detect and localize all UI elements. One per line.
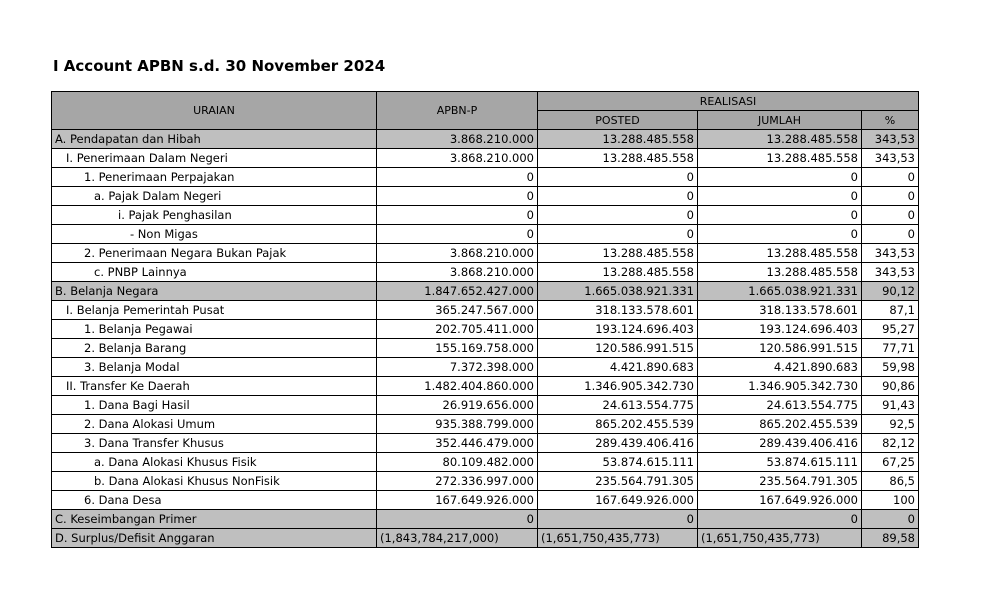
cell-apbn-p: 7.372.398.000 bbox=[377, 358, 538, 377]
cell-jumlah: 53.874.615.111 bbox=[698, 453, 862, 472]
table-row bbox=[52, 263, 919, 282]
cell-apbn-p: 1.847.652.427.000 bbox=[377, 282, 538, 301]
cell-jumlah: 0 bbox=[698, 225, 862, 244]
cell-percent: 67,25 bbox=[862, 453, 919, 472]
cell-percent: 91,43 bbox=[862, 396, 919, 415]
table-row bbox=[52, 225, 919, 244]
row-label: a. Dana Alokasi Khusus Fisik bbox=[52, 453, 377, 472]
header-uraian: URAIAN bbox=[52, 92, 377, 130]
row-label: B. Belanja Negara bbox=[52, 282, 377, 301]
table-row bbox=[52, 339, 919, 358]
cell-jumlah: 1.346.905.342.730 bbox=[698, 377, 862, 396]
apbn-table bbox=[51, 91, 919, 548]
cell-posted: 13.288.485.558 bbox=[538, 130, 698, 149]
row-label: II. Transfer Ke Daerah bbox=[52, 377, 377, 396]
cell-jumlah: 4.421.890.683 bbox=[698, 358, 862, 377]
cell-apbn-p: 0 bbox=[377, 168, 538, 187]
cell-apbn-p: 0 bbox=[377, 510, 538, 529]
cell-posted: 13.288.485.558 bbox=[538, 149, 698, 168]
cell-percent: 343,53 bbox=[862, 149, 919, 168]
table-row bbox=[52, 453, 919, 472]
cell-apbn-p: 0 bbox=[377, 187, 538, 206]
cell-percent: 89,58 bbox=[862, 529, 919, 548]
cell-posted: 0 bbox=[538, 225, 698, 244]
table-row bbox=[52, 510, 919, 529]
row-label: 2. Belanja Barang bbox=[52, 339, 377, 358]
cell-posted: 167.649.926.000 bbox=[538, 491, 698, 510]
table-row bbox=[52, 187, 919, 206]
table-row bbox=[52, 377, 919, 396]
cell-jumlah: 0 bbox=[698, 510, 862, 529]
row-label: - Non Migas bbox=[52, 225, 377, 244]
cell-percent: 90,12 bbox=[862, 282, 919, 301]
row-label: 3. Belanja Modal bbox=[52, 358, 377, 377]
table-row bbox=[52, 168, 919, 187]
header-jumlah: JUMLAH bbox=[698, 111, 862, 130]
cell-jumlah: 0 bbox=[698, 206, 862, 225]
cell-apbn-p: 365.247.567.000 bbox=[377, 301, 538, 320]
cell-percent: 343,53 bbox=[862, 244, 919, 263]
cell-percent: 82,12 bbox=[862, 434, 919, 453]
table-row bbox=[52, 491, 919, 510]
cell-jumlah: 318.133.578.601 bbox=[698, 301, 862, 320]
cell-apbn-p: 202.705.411.000 bbox=[377, 320, 538, 339]
table-row bbox=[52, 396, 919, 415]
table-row bbox=[52, 130, 919, 149]
cell-percent: 100 bbox=[862, 491, 919, 510]
cell-posted: 318.133.578.601 bbox=[538, 301, 698, 320]
cell-percent: 0 bbox=[862, 206, 919, 225]
table-row bbox=[52, 320, 919, 339]
header-percent: % bbox=[862, 111, 919, 130]
cell-apbn-p: 26.919.656.000 bbox=[377, 396, 538, 415]
cell-percent: 343,53 bbox=[862, 263, 919, 282]
cell-apbn-p: 935.388.799.000 bbox=[377, 415, 538, 434]
cell-posted: 13.288.485.558 bbox=[538, 244, 698, 263]
cell-apbn-p: 3.868.210.000 bbox=[377, 244, 538, 263]
cell-jumlah: 235.564.791.305 bbox=[698, 472, 862, 491]
cell-posted: 235.564.791.305 bbox=[538, 472, 698, 491]
header-realisasi: REALISASI bbox=[538, 92, 919, 111]
cell-apbn-p: 352.446.479.000 bbox=[377, 434, 538, 453]
row-label: 2. Penerimaan Negara Bukan Pajak bbox=[52, 244, 377, 263]
cell-percent: 90,86 bbox=[862, 377, 919, 396]
cell-percent: 0 bbox=[862, 225, 919, 244]
cell-posted: 4.421.890.683 bbox=[538, 358, 698, 377]
cell-percent: 0 bbox=[862, 510, 919, 529]
row-label: i. Pajak Penghasilan bbox=[52, 206, 377, 225]
cell-percent: 95,27 bbox=[862, 320, 919, 339]
table-row bbox=[52, 301, 919, 320]
cell-apbn-p: 0 bbox=[377, 206, 538, 225]
cell-jumlah: 1.665.038.921.331 bbox=[698, 282, 862, 301]
cell-posted: 0 bbox=[538, 510, 698, 529]
header-apbn-p: APBN-P bbox=[377, 92, 538, 130]
cell-apbn-p: 155.169.758.000 bbox=[377, 339, 538, 358]
cell-posted: 0 bbox=[538, 168, 698, 187]
table-row bbox=[52, 529, 919, 548]
cell-posted: 24.613.554.775 bbox=[538, 396, 698, 415]
cell-jumlah: 13.288.485.558 bbox=[698, 263, 862, 282]
row-label: 3. Dana Transfer Khusus bbox=[52, 434, 377, 453]
cell-posted: 1.346.905.342.730 bbox=[538, 377, 698, 396]
cell-apbn-p: 80.109.482.000 bbox=[377, 453, 538, 472]
cell-posted: 289.439.406.416 bbox=[538, 434, 698, 453]
row-label: c. PNBP Lainnya bbox=[52, 263, 377, 282]
row-label: 1. Penerimaan Perpajakan bbox=[52, 168, 377, 187]
cell-percent: 0 bbox=[862, 168, 919, 187]
cell-posted: 120.586.991.515 bbox=[538, 339, 698, 358]
row-label: A. Pendapatan dan Hibah bbox=[52, 130, 377, 149]
row-label: D. Surplus/Defisit Anggaran bbox=[52, 529, 377, 548]
row-label: b. Dana Alokasi Khusus NonFisik bbox=[52, 472, 377, 491]
table-row bbox=[52, 434, 919, 453]
table-row bbox=[52, 206, 919, 225]
table-row bbox=[52, 149, 919, 168]
row-label: C. Keseimbangan Primer bbox=[52, 510, 377, 529]
cell-percent: 92,5 bbox=[862, 415, 919, 434]
cell-posted: 53.874.615.111 bbox=[538, 453, 698, 472]
cell-jumlah: 13.288.485.558 bbox=[698, 244, 862, 263]
cell-apbn-p: 3.868.210.000 bbox=[377, 263, 538, 282]
cell-posted: 13.288.485.558 bbox=[538, 263, 698, 282]
table-row bbox=[52, 358, 919, 377]
row-label: 1. Belanja Pegawai bbox=[52, 320, 377, 339]
cell-apbn-p: 0 bbox=[377, 225, 538, 244]
cell-jumlah: 193.124.696.403 bbox=[698, 320, 862, 339]
cell-percent: 343,53 bbox=[862, 130, 919, 149]
cell-posted: 193.124.696.403 bbox=[538, 320, 698, 339]
cell-apbn-p: 1.482.404.860.000 bbox=[377, 377, 538, 396]
table-row bbox=[52, 415, 919, 434]
cell-jumlah: 24.613.554.775 bbox=[698, 396, 862, 415]
cell-posted: 865.202.455.539 bbox=[538, 415, 698, 434]
page-title: I Account APBN s.d. 30 November 2024 bbox=[53, 57, 386, 75]
cell-percent: 87,1 bbox=[862, 301, 919, 320]
header-posted: POSTED bbox=[538, 111, 698, 130]
cell-jumlah: 13.288.485.558 bbox=[698, 149, 862, 168]
cell-apbn-p: 167.649.926.000 bbox=[377, 491, 538, 510]
cell-apbn-p: 3.868.210.000 bbox=[377, 149, 538, 168]
row-label: 1. Dana Bagi Hasil bbox=[52, 396, 377, 415]
table-row bbox=[52, 244, 919, 263]
cell-jumlah: 289.439.406.416 bbox=[698, 434, 862, 453]
cell-jumlah: (1,651,750,435,773) bbox=[698, 529, 862, 548]
row-label: I. Belanja Pemerintah Pusat bbox=[52, 301, 377, 320]
row-label: I. Penerimaan Dalam Negeri bbox=[52, 149, 377, 168]
cell-percent: 0 bbox=[862, 187, 919, 206]
cell-apbn-p: 3.868.210.000 bbox=[377, 130, 538, 149]
cell-jumlah: 13.288.485.558 bbox=[698, 130, 862, 149]
cell-jumlah: 0 bbox=[698, 168, 862, 187]
cell-percent: 59,98 bbox=[862, 358, 919, 377]
cell-posted: (1,651,750,435,773) bbox=[538, 529, 698, 548]
cell-percent: 77,71 bbox=[862, 339, 919, 358]
cell-posted: 0 bbox=[538, 187, 698, 206]
table-row bbox=[52, 472, 919, 491]
cell-apbn-p: 272.336.997.000 bbox=[377, 472, 538, 491]
cell-jumlah: 0 bbox=[698, 187, 862, 206]
cell-apbn-p: (1,843,784,217,000) bbox=[377, 529, 538, 548]
row-label: 2. Dana Alokasi Umum bbox=[52, 415, 377, 434]
row-label: a. Pajak Dalam Negeri bbox=[52, 187, 377, 206]
cell-posted: 0 bbox=[538, 206, 698, 225]
cell-jumlah: 120.586.991.515 bbox=[698, 339, 862, 358]
cell-percent: 86,5 bbox=[862, 472, 919, 491]
cell-jumlah: 865.202.455.539 bbox=[698, 415, 862, 434]
table-row bbox=[52, 282, 919, 301]
cell-posted: 1.665.038.921.331 bbox=[538, 282, 698, 301]
cell-jumlah: 167.649.926.000 bbox=[698, 491, 862, 510]
row-label: 6. Dana Desa bbox=[52, 491, 377, 510]
